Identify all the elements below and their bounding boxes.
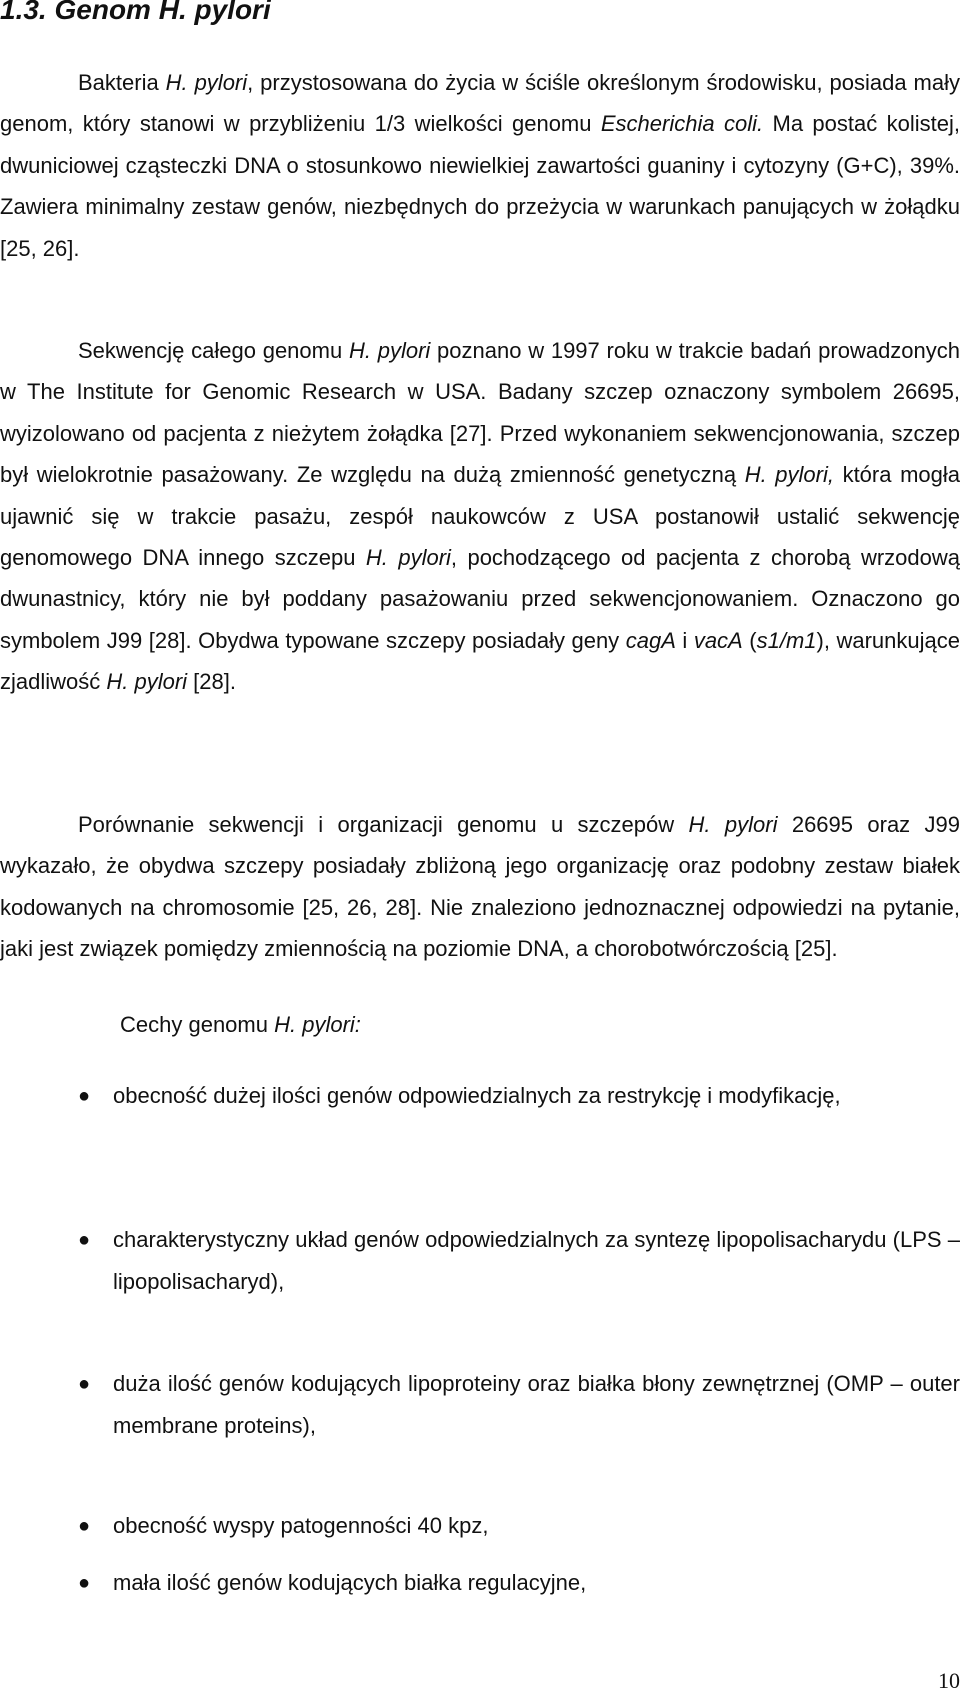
list-item bbox=[0, 1505, 960, 1547]
text-run: i bbox=[675, 627, 694, 653]
species-name: H. pylori bbox=[348, 338, 431, 363]
text-run: [28]. bbox=[187, 669, 236, 695]
species-name: Escherichia coli. bbox=[600, 111, 764, 137]
bullet-icon: ● bbox=[78, 1373, 91, 1395]
species-name: H. pylori bbox=[106, 669, 188, 695]
text-run: ( bbox=[742, 627, 757, 653]
list-item-text: mała ilość genów kodujących białka regulacyjne, bbox=[113, 1570, 587, 1595]
text-run: Porównanie sekwencji i organizacji genomu u szczepów bbox=[78, 812, 689, 837]
bullet-icon: ● bbox=[78, 1085, 91, 1107]
list-item-text: duża ilość genów kodujących lipoproteiny oraz białka błony zewnętrznej (OMP – outer membrane proteins), bbox=[113, 1371, 960, 1438]
species-name: H. pylori bbox=[688, 812, 778, 837]
bullet-icon: ● bbox=[78, 1229, 91, 1251]
list-item-text: obecność dużej ilości genów odpowiedzialnych za restrykcję i modyfikację, bbox=[113, 1083, 841, 1108]
text-run: , przystosowana do życia w ściśle określonym środowisku, posiada mały genom, który stanowi w przybliżeniu 1/3 wielkości genomu bbox=[0, 70, 960, 137]
text-run: Sekwencję całego genomu bbox=[78, 338, 349, 363]
text-run: , pochodzącego od pacjenta z chorobą wrzodową dwunastnicy, który nie był poddany pasażowaniu przed sekwencjonowaniem. Oznaczono go symbolem J99 [28]. Obydwa typowane szczepy posiadały geny bbox=[0, 545, 960, 653]
list-item-text: obecność wyspy patogenności 40 kpz, bbox=[113, 1513, 489, 1538]
list-item-text: charakterystyczny układ genów odpowiedzialnych za syntezę lipopolisacharydu (LPS – lipopolisacharyd), bbox=[113, 1227, 960, 1294]
text-run: Bakteria bbox=[78, 70, 166, 95]
text-run: Ma postać kolistej, dwuniciowej cząsteczki DNA o stosunkowo niewielkiej zawartości guaniny i cytozyny (G+C), 39%. Zawiera minimalny zestaw genów, niezbędnych do przeżycia w warunkach panujących w żołądku [25, 26]. bbox=[0, 111, 960, 261]
allele-name: s1/m1 bbox=[756, 627, 817, 653]
page-number: 10 bbox=[938, 1668, 960, 1693]
list-item bbox=[0, 1363, 960, 1447]
paragraph-comparison bbox=[0, 804, 960, 970]
section-heading: 1.3. Genom H. pylori bbox=[0, 0, 271, 25]
gene-name: cagA bbox=[625, 627, 676, 653]
text-run: poznano w 1997 roku w trakcie badań prowadzonych w The Institute for Genomic Research w USA. Badany szczep oznaczony symbolem 26695, wyizolowano od pacjenta z nieżytem żołądka [27]. Przed wykonaniem sekwencjonowania, szczep był wielokrotnie pasażowany. Ze względu na dużą zmienność genetyczną bbox=[0, 338, 960, 488]
species-name: H. pylori: bbox=[274, 1012, 361, 1037]
list-item bbox=[0, 1219, 960, 1303]
species-name: H. pylori, bbox=[744, 462, 834, 488]
paragraph-genome-size bbox=[0, 62, 960, 269]
species-name: H. pylori bbox=[365, 545, 451, 571]
text-run: Cechy genomu bbox=[120, 1012, 275, 1037]
text-run: 26695 oraz J99 wykazało, że obydwa szczepy posiadały zbliżoną jego organizację oraz podobny zestaw białek kodowanych na chromosomie [25, 26, 28]. Nie znaleziono jednoznacznej odpowiedzi na pytanie, jaki jest związek pomiędzy zmiennością na poziomie DNA, a chorobotwórczością [25]. bbox=[0, 812, 960, 962]
bullet-icon: ● bbox=[78, 1515, 91, 1537]
features-intro bbox=[120, 1004, 361, 1045]
paragraph-sequencing bbox=[0, 330, 960, 703]
bullet-icon: ● bbox=[78, 1572, 91, 1594]
text-run: ), warunkujące zjadliwość bbox=[0, 627, 960, 695]
text-run: która mogła ujawnić się w trakcie pasażu, zespół naukowców z USA postanowił ustalić sekwencję genomowego DNA innego szczepu bbox=[0, 462, 960, 571]
gene-name: vacA bbox=[693, 627, 743, 653]
species-name: H. pylori bbox=[165, 70, 248, 95]
list-item bbox=[0, 1075, 960, 1117]
list-item bbox=[0, 1562, 960, 1604]
